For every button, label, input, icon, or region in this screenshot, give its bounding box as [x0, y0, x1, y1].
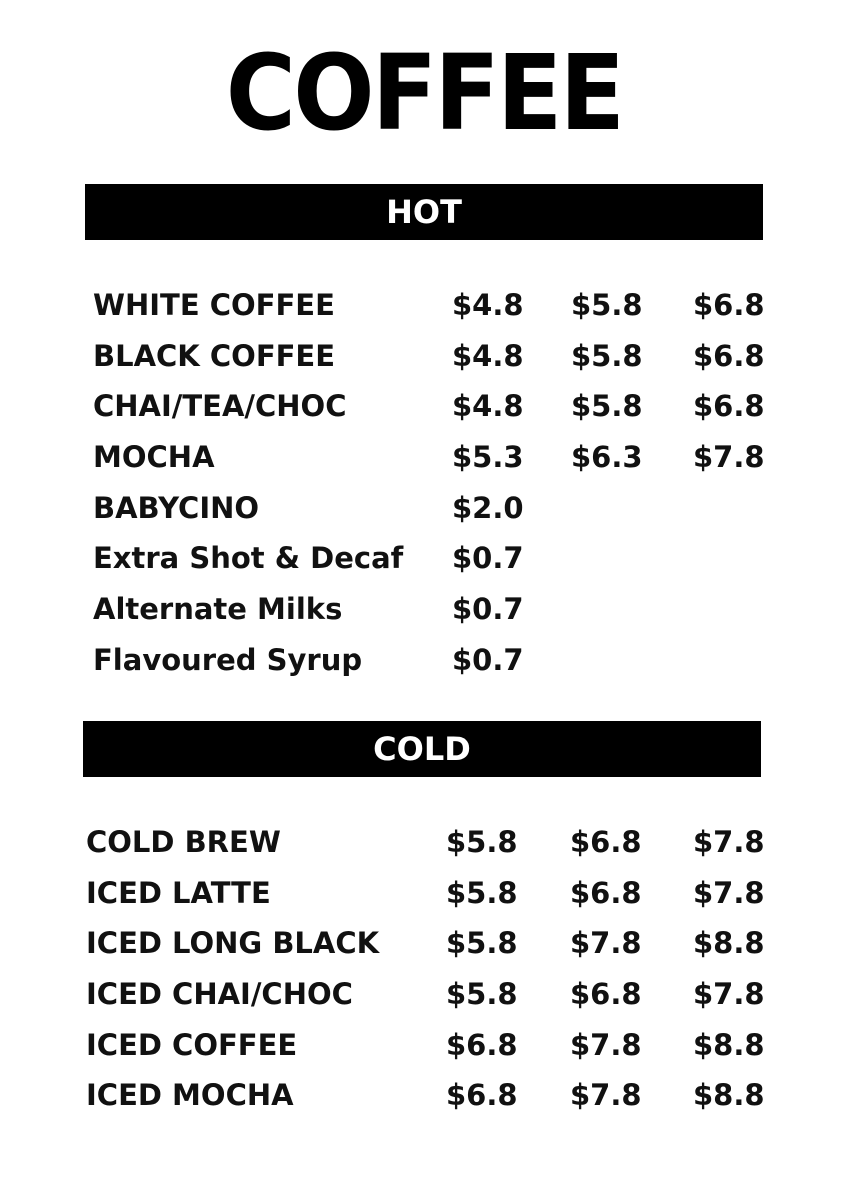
- item-price: $7.8: [570, 1027, 642, 1062]
- item-price: $7.8: [693, 440, 765, 475]
- menu-item-row: [0, 533, 848, 584]
- item-name: ICED COFFEE: [86, 1027, 298, 1062]
- item-price: $6.8: [693, 389, 765, 424]
- item-name: ICED LATTE: [86, 875, 271, 910]
- item-price: $5.3: [452, 440, 524, 475]
- item-name: BLACK COFFEE: [93, 338, 336, 373]
- item-price: $2.0: [452, 490, 524, 525]
- item-price: $6.8: [693, 338, 765, 373]
- item-price: $5.8: [571, 389, 643, 424]
- item-price: $8.8: [693, 926, 765, 961]
- item-price: $6.8: [570, 977, 642, 1012]
- item-name: ICED MOCHA: [86, 1078, 294, 1113]
- item-name: MOCHA: [93, 440, 215, 475]
- item-price: $0.7: [452, 592, 524, 627]
- menu-item-row: [0, 280, 848, 331]
- menu-item-row: [0, 1020, 848, 1071]
- menu-item-row: [0, 817, 848, 868]
- item-price: $7.8: [693, 825, 765, 859]
- menu-item-row: [0, 432, 848, 483]
- hot-section-header: HOT: [85, 184, 763, 240]
- item-price: $4.8: [452, 338, 524, 373]
- menu-item-row: [0, 1070, 848, 1121]
- item-price: $5.8: [571, 288, 643, 322]
- item-name: BABYCINO: [93, 490, 260, 525]
- item-price: $5.8: [446, 875, 518, 910]
- item-price: $4.8: [452, 288, 524, 322]
- item-price: $6.8: [570, 875, 642, 910]
- item-name: Extra Shot & Decaf: [93, 541, 404, 576]
- hot-menu-list: [0, 280, 848, 686]
- item-price: $5.8: [446, 926, 518, 961]
- item-name: COLD BREW: [86, 825, 281, 859]
- item-name: CHAI/TEA/CHOC: [93, 389, 347, 424]
- item-name: Flavoured Syrup: [93, 642, 363, 677]
- item-price: $7.8: [570, 926, 642, 961]
- menu-title: COFFEE: [225, 32, 623, 154]
- item-price: $7.8: [693, 875, 765, 910]
- menu-item-row: [0, 381, 848, 432]
- item-price: $6.8: [446, 1078, 518, 1113]
- menu-item-row: [0, 483, 848, 534]
- item-price: $6.8: [446, 1027, 518, 1062]
- cold-menu-list: [0, 817, 848, 1121]
- item-name: ICED CHAI/CHOC: [86, 977, 353, 1012]
- item-price: $6.8: [570, 825, 642, 859]
- item-name: WHITE COFFEE: [93, 288, 335, 322]
- item-name: Alternate Milks: [93, 592, 343, 627]
- item-price: $8.8: [693, 1078, 765, 1113]
- menu-item-row: [0, 868, 848, 919]
- item-price: $8.8: [693, 1027, 765, 1062]
- menu-item-row: [0, 331, 848, 382]
- menu-item-row: [0, 635, 848, 686]
- item-price: $7.8: [693, 977, 765, 1012]
- item-price: $0.7: [452, 541, 524, 576]
- item-price: $0.7: [452, 642, 524, 677]
- item-price: $5.8: [446, 825, 518, 859]
- item-price: $4.8: [452, 389, 524, 424]
- item-price: $6.8: [693, 288, 765, 322]
- item-price: $5.8: [446, 977, 518, 1012]
- menu-item-row: [0, 584, 848, 635]
- item-name: ICED LONG BLACK: [86, 926, 380, 961]
- menu-item-row: [0, 918, 848, 969]
- menu-item-row: [0, 969, 848, 1020]
- item-price: $6.3: [571, 440, 643, 475]
- item-price: $5.8: [571, 338, 643, 373]
- cold-section-header: COLD: [83, 721, 761, 777]
- item-price: $7.8: [570, 1078, 642, 1113]
